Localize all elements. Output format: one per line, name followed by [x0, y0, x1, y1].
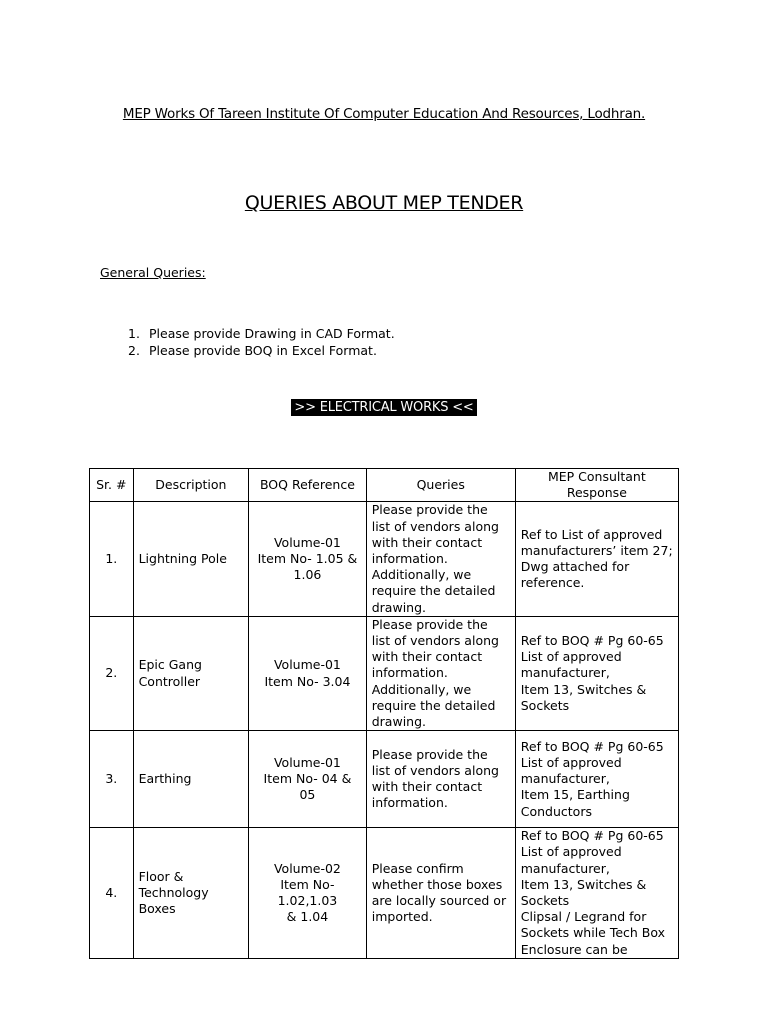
cell-description: Floor & Technology Boxes: [133, 828, 249, 959]
header-boq-reference: BOQ Reference: [249, 469, 367, 502]
cell-description: Lightning Pole: [133, 502, 249, 616]
table-row: [90, 616, 679, 730]
cell-boq-reference: Volume-01 Item No- 04 & 05: [249, 731, 367, 828]
cell-description: Epic Gang Controller: [133, 616, 249, 730]
table-header-row: [90, 469, 679, 502]
queries-table: [89, 468, 679, 959]
project-title: MEP Works Of Tareen Institute Of Computer Education And Resources, Lodhran.: [122, 106, 646, 122]
cell-query: Please provide the list of vendors along with their contact information. Additionally, we require the detailed drawing.: [366, 502, 515, 616]
general-queries-label: General Queries:: [100, 265, 206, 280]
cell-boq-reference: Volume-01 Item No- 1.05 & 1.06: [249, 502, 367, 616]
section-banner-container: [0, 396, 768, 416]
list-item: [128, 342, 395, 359]
header-description: Description: [133, 469, 249, 502]
cell-response: Ref to BOQ # Pg 60-65 List of approved manufacturer, Item 15, Earthing Conductors: [515, 731, 678, 828]
cell-sr: 1.: [90, 502, 134, 616]
cell-response: Ref to BOQ # Pg 60-65 List of approved manufacturer, Item 13, Switches & Sockets: [515, 616, 678, 730]
table-row: [90, 731, 679, 828]
header-consultant-response: MEP Consultant Response: [515, 469, 678, 502]
list-item: [128, 325, 395, 342]
list-item-number: 2.: [128, 343, 140, 358]
cell-query: Please provide the list of vendors along with their contact information. Additionally, we require the detailed drawing.: [366, 616, 515, 730]
cell-response: Ref to BOQ # Pg 60-65 List of approved manufacturer, Item 13, Switches & Sockets Clipsal / Legrand for Sockets while Tech Box Enclosure can be: [515, 828, 678, 959]
page-title: QUERIES ABOUT MEP TENDER: [244, 192, 524, 214]
cell-boq-reference: Volume-01 Item No- 3.04: [249, 616, 367, 730]
cell-sr: 2.: [90, 616, 134, 730]
header-queries: Queries: [366, 469, 515, 502]
cell-sr: 3.: [90, 731, 134, 828]
cell-query: Please provide the list of vendors along with their contact information.: [366, 731, 515, 828]
list-item-number: 1.: [128, 326, 140, 341]
list-item-text: Please provide BOQ in Excel Format.: [149, 343, 377, 358]
cell-sr: 4.: [90, 828, 134, 959]
section-banner-electrical: >> ELECTRICAL WORKS <<: [291, 399, 476, 416]
cell-description: Earthing: [133, 731, 249, 828]
header-sr: Sr. #: [90, 469, 134, 502]
table-row: [90, 828, 679, 959]
table-row: [90, 502, 679, 616]
cell-response: Ref to List of approved manufacturers’ item 27; Dwg attached for reference.: [515, 502, 678, 616]
general-queries-list: [128, 325, 395, 359]
cell-boq-reference: Volume-02 Item No- 1.02,1.03 & 1.04: [249, 828, 367, 959]
cell-query: Please confirm whether those boxes are locally sourced or imported.: [366, 828, 515, 959]
list-item-text: Please provide Drawing in CAD Format.: [149, 326, 395, 341]
